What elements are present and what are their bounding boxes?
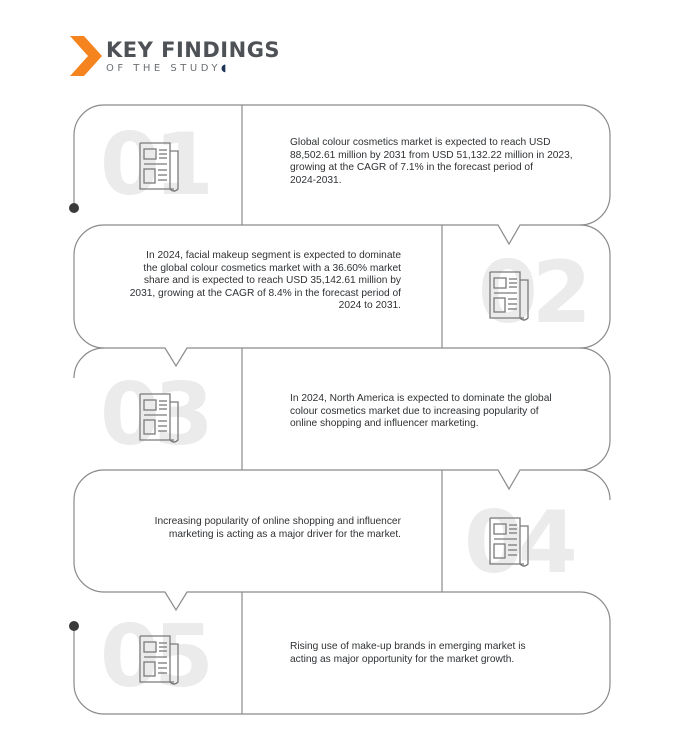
- text-line: colour cosmetics market due to increasing popularity of: [290, 405, 539, 417]
- finding-text: [96, 516, 401, 541]
- text-line: growing at the CAGR of 7.1% in the forecast period of: [290, 162, 533, 174]
- newspaper-icon: [488, 516, 532, 570]
- newspaper-icon: [138, 141, 182, 195]
- finding-text: [290, 393, 600, 431]
- text-line: online shopping and influencer marketing.: [290, 418, 479, 430]
- finding-number: 03: [100, 365, 208, 465]
- crescent-icon: ◖: [220, 63, 227, 74]
- newspaper-icon: [138, 392, 182, 446]
- text-line: Rising use of make-up brands in emerging market is: [290, 641, 526, 652]
- text-line: marketing is acting as a major driver for the market.: [168, 528, 401, 540]
- text-line: Global colour cosmetics market is expected to reach USD: [290, 137, 551, 148]
- page-subtitle-text: OF THE STUDY: [106, 63, 221, 74]
- finding-number: 05: [100, 607, 208, 707]
- text-line: acting as major opportunity for the market growth.: [290, 653, 515, 665]
- finding-text: [290, 137, 600, 187]
- timeline-dot-end: [69, 621, 79, 631]
- text-line: In 2024, North America is expected to dominate the global: [290, 393, 552, 404]
- text-line: Increasing popularity of online shopping and influencer: [154, 516, 401, 527]
- text-line: In 2024, facial makeup segment is expected to dominate: [146, 250, 401, 261]
- finding-text: [96, 250, 401, 313]
- text-line: the global colour cosmetics market with a 36.60% market: [143, 262, 401, 274]
- text-line: 88,502.61 million by 2031 from USD 51,132.22 million in 2023,: [290, 149, 573, 161]
- newspaper-icon: [138, 634, 182, 688]
- text-line: 2024-2031.: [290, 174, 342, 186]
- text-line: 2024 to 2031.: [338, 300, 401, 312]
- finding-number: 02: [478, 243, 586, 343]
- text-line: share and is expected to reach USD 35,142.61 million by: [143, 275, 401, 287]
- finding-number: 04: [464, 493, 572, 593]
- finding-number: 01: [100, 115, 208, 215]
- text-line: 2031, growing at the CAGR of 8.4% in the forecast period of: [129, 287, 401, 299]
- page-title: KEY FINDINGS: [106, 38, 281, 62]
- finding-text: [290, 641, 600, 666]
- timeline-dot-start: [69, 203, 79, 213]
- newspaper-icon: [488, 270, 532, 324]
